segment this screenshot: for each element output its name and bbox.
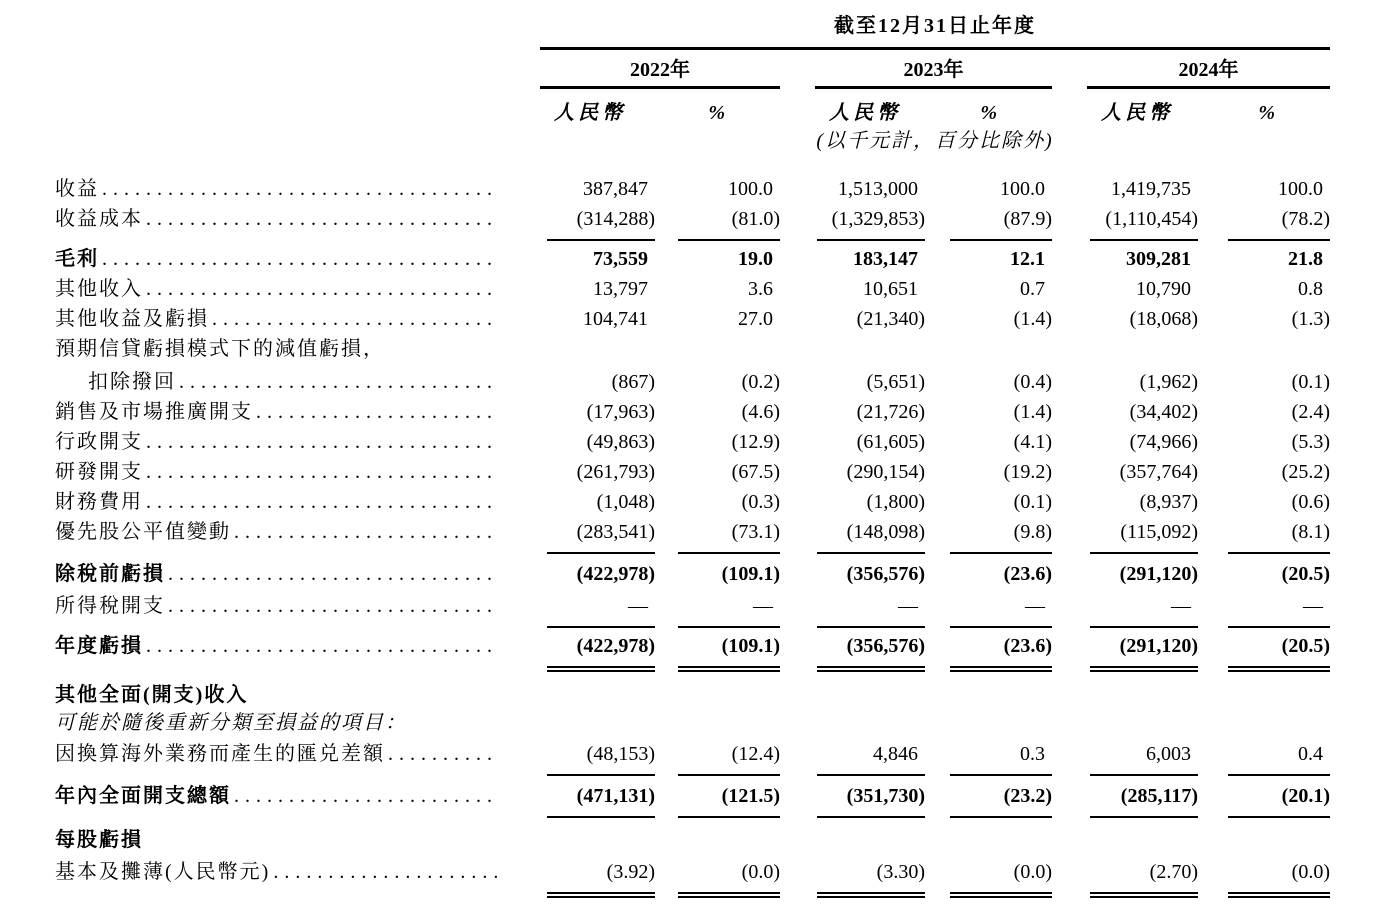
year-header-row bbox=[55, 59, 1330, 89]
value-cell: (19.2) bbox=[1003, 461, 1052, 483]
row-label: 優先股公平值變動 ..... bbox=[55, 517, 500, 554]
row-label: 每股虧損 bbox=[55, 829, 143, 851]
value-cell: 0.3 bbox=[925, 739, 1052, 776]
row-label: 財務費用 ..... bbox=[55, 487, 500, 517]
value-cell: (283,541) bbox=[540, 517, 655, 554]
dot-leader bbox=[273, 857, 497, 894]
value-cell: (0.1) bbox=[1013, 491, 1052, 513]
value-cell: (422,978) bbox=[540, 631, 655, 668]
table-row bbox=[55, 397, 1330, 427]
value-cell: (1,962) bbox=[1139, 371, 1198, 393]
table-row bbox=[55, 244, 1330, 274]
dot-leader bbox=[146, 204, 497, 241]
table-row bbox=[55, 427, 1330, 457]
table-row bbox=[55, 825, 1330, 855]
value-cell: 10,790 bbox=[1136, 278, 1191, 300]
value-cell: (867) bbox=[611, 371, 655, 393]
value-cell: (314,288) bbox=[540, 204, 655, 241]
value-cell: (21,726) bbox=[856, 401, 925, 423]
value-cell: (471,131) bbox=[540, 781, 655, 818]
value-cell: 3.6 bbox=[748, 278, 773, 300]
table-row bbox=[55, 367, 1330, 397]
value-cell: (0.3) bbox=[741, 491, 780, 513]
value-cell: (5,651) bbox=[866, 371, 925, 393]
table-row bbox=[55, 781, 1330, 818]
value-cell: (0.0) bbox=[655, 857, 780, 894]
unit-note-row bbox=[55, 128, 1330, 154]
value-cell: (0.6) bbox=[1291, 491, 1330, 513]
value-cell: — bbox=[1198, 591, 1330, 628]
value-cell: — bbox=[815, 591, 925, 628]
value-cell: (148,098) bbox=[815, 517, 925, 554]
dot-leader bbox=[102, 244, 497, 274]
value-cell: 19.0 bbox=[738, 248, 773, 270]
value-cell: 21.8 bbox=[1288, 248, 1323, 270]
dot-leader bbox=[146, 457, 497, 487]
row-label: 預期信貸虧損模式下的減值虧損， bbox=[55, 338, 385, 360]
value-cell: — bbox=[925, 591, 1052, 628]
table-row bbox=[55, 487, 1330, 517]
value-cell: (291,120) bbox=[1119, 563, 1198, 585]
value-cell: (8,937) bbox=[1139, 491, 1198, 513]
dot-leader bbox=[234, 517, 497, 554]
value-cell: (3.92) bbox=[540, 857, 655, 894]
dot-leader bbox=[179, 367, 497, 397]
value-cell: (20.5) bbox=[1198, 631, 1330, 668]
row-label: 研發開支 ..... bbox=[55, 457, 500, 487]
value-cell: 0.8 bbox=[1298, 278, 1323, 300]
value-cell: (23.6) bbox=[1003, 563, 1052, 585]
value-cell: (290,154) bbox=[846, 461, 925, 483]
value-cell: (9.8) bbox=[925, 517, 1052, 554]
value-cell: (356,576) bbox=[846, 563, 925, 585]
value-cell: 309,281 bbox=[1126, 248, 1191, 270]
value-cell: 104,741 bbox=[583, 308, 648, 330]
row-label: 年度虧損 ..... bbox=[55, 631, 500, 668]
row-label: 基本及攤薄(人民幣元) ..... bbox=[55, 857, 500, 894]
value-cell: 1,513,000 bbox=[838, 178, 918, 200]
table-title: 截至12月31日止年度 bbox=[540, 14, 1330, 50]
value-cell: (1.3) bbox=[1291, 308, 1330, 330]
table-row bbox=[55, 274, 1330, 304]
year-header: 2022年 bbox=[540, 59, 780, 89]
value-cell: 1,419,735 bbox=[1111, 178, 1191, 200]
value-cell: (1,110,454) bbox=[1087, 204, 1198, 241]
value-cell: (20.1) bbox=[1198, 781, 1330, 818]
value-cell: — bbox=[1087, 591, 1198, 628]
table-row bbox=[55, 304, 1330, 334]
value-cell: (261,793) bbox=[576, 461, 655, 483]
value-cell: (23.2) bbox=[925, 781, 1052, 818]
value-cell: (1,800) bbox=[866, 491, 925, 513]
table-header bbox=[55, 14, 1330, 50]
dot-leader bbox=[168, 591, 497, 628]
value-cell: 100.0 bbox=[1278, 178, 1323, 200]
table-row bbox=[55, 709, 1330, 737]
value-cell: (73.1) bbox=[655, 517, 780, 554]
value-cell: 10,651 bbox=[863, 278, 918, 300]
dot-leader bbox=[256, 397, 497, 427]
value-cell: (8.1) bbox=[1198, 517, 1330, 554]
row-label: 其他收益及虧損 ..... bbox=[55, 304, 500, 334]
value-cell: (121.5) bbox=[655, 781, 780, 818]
value-cell: (109.1) bbox=[655, 631, 780, 668]
row-label: 銷售及市場推廣開支 ..... bbox=[55, 397, 500, 427]
value-cell: 6,003 bbox=[1087, 739, 1198, 776]
value-cell: (18,068) bbox=[1129, 308, 1198, 330]
value-cell: (1,048) bbox=[596, 491, 655, 513]
row-label: 其他全面(開支)收入 bbox=[55, 684, 249, 706]
row-label: 所得稅開支 ..... bbox=[55, 591, 500, 628]
row-label: 收益 ..... bbox=[55, 174, 500, 204]
value-cell: (61,605) bbox=[856, 431, 925, 453]
value-cell: (356,576) bbox=[815, 631, 925, 668]
table-row bbox=[55, 591, 1330, 628]
row-label: 收益成本 ..... bbox=[55, 204, 500, 241]
value-cell: (20.5) bbox=[1281, 563, 1330, 585]
year-header: 2023年 bbox=[815, 59, 1052, 89]
table-row bbox=[55, 559, 1330, 589]
value-cell: 183,147 bbox=[853, 248, 918, 270]
dot-leader bbox=[388, 739, 497, 776]
row-label: 除稅前虧損 ..... bbox=[55, 559, 500, 589]
value-cell: (12.4) bbox=[655, 739, 780, 776]
value-cell: (285,117) bbox=[1087, 781, 1198, 818]
value-cell: (357,764) bbox=[1119, 461, 1198, 483]
dot-leader bbox=[102, 174, 497, 204]
value-cell: (2.70) bbox=[1087, 857, 1198, 894]
value-cell: (1.4) bbox=[1013, 401, 1052, 423]
value-cell: (1.4) bbox=[1013, 308, 1052, 330]
table-row bbox=[55, 517, 1330, 554]
table-row bbox=[55, 174, 1330, 204]
value-cell: (49,863) bbox=[586, 431, 655, 453]
currency-column-header: 人民幣 bbox=[829, 102, 901, 124]
column-header-row bbox=[55, 100, 1330, 126]
value-cell: (74,966) bbox=[1129, 431, 1198, 453]
value-cell: 4,846 bbox=[815, 739, 925, 776]
year-header: 2024年 bbox=[1087, 59, 1330, 89]
table-row bbox=[55, 681, 1330, 709]
currency-column-header: 人民幣 bbox=[1101, 102, 1173, 124]
row-label: 扣除撥回 ..... bbox=[55, 367, 500, 397]
value-cell: (109.1) bbox=[721, 563, 780, 585]
table-row bbox=[55, 204, 1330, 241]
value-cell: (5.3) bbox=[1291, 431, 1330, 453]
value-cell: (1,329,853) bbox=[815, 204, 925, 241]
row-label: 其他收入 ..... bbox=[55, 274, 500, 304]
value-cell: (351,730) bbox=[815, 781, 925, 818]
value-cell: (115,092) bbox=[1087, 517, 1198, 554]
value-cell: (48,153) bbox=[540, 739, 655, 776]
dot-leader bbox=[212, 304, 497, 334]
value-cell: 387,847 bbox=[583, 178, 648, 200]
table-row bbox=[55, 631, 1330, 668]
dot-leader bbox=[168, 559, 497, 589]
value-cell: (2.4) bbox=[1291, 401, 1330, 423]
value-cell: 0.7 bbox=[1020, 278, 1045, 300]
row-label: 年內全面開支總額 ..... bbox=[55, 781, 500, 818]
table-row bbox=[55, 857, 1330, 894]
value-cell: (23.6) bbox=[925, 631, 1052, 668]
dot-leader bbox=[146, 487, 497, 517]
table-body bbox=[55, 174, 1330, 894]
row-label: 行政開支 ..... bbox=[55, 427, 500, 457]
value-cell: — bbox=[655, 591, 780, 628]
value-cell: (0.4) bbox=[1013, 371, 1052, 393]
dot-leader bbox=[234, 781, 497, 818]
value-cell: (25.2) bbox=[1281, 461, 1330, 483]
table-row bbox=[55, 457, 1330, 487]
value-cell: (4.6) bbox=[741, 401, 780, 423]
value-cell: 27.0 bbox=[738, 308, 773, 330]
value-cell: (4.1) bbox=[1013, 431, 1052, 453]
dot-leader bbox=[146, 631, 497, 668]
currency-column-header: 人民幣 bbox=[554, 102, 626, 124]
percent-column-header: % bbox=[1258, 102, 1275, 124]
value-cell: 13,797 bbox=[593, 278, 648, 300]
value-cell: 100.0 bbox=[1000, 178, 1045, 200]
value-cell: (291,120) bbox=[1087, 631, 1198, 668]
value-cell: (67.5) bbox=[731, 461, 780, 483]
value-cell: (0.0) bbox=[1198, 857, 1330, 894]
row-label: 毛利 ..... bbox=[55, 244, 500, 274]
value-cell: (0.1) bbox=[1291, 371, 1330, 393]
value-cell: (87.9) bbox=[925, 204, 1052, 241]
value-cell: (422,978) bbox=[576, 563, 655, 585]
value-cell: (17,963) bbox=[586, 401, 655, 423]
value-cell: (21,340) bbox=[856, 308, 925, 330]
unit-note: (以千元計，百分比除外) bbox=[816, 130, 1054, 152]
dot-leader bbox=[146, 274, 497, 304]
row-label: 因換算海外業務而產生的匯兑差額 ..... bbox=[55, 739, 500, 776]
dot-leader bbox=[146, 427, 497, 457]
table-row bbox=[55, 334, 1330, 364]
value-cell: 0.4 bbox=[1198, 739, 1330, 776]
value-cell: (12.9) bbox=[731, 431, 780, 453]
value-cell: (3.30) bbox=[815, 857, 925, 894]
value-cell: (0.2) bbox=[741, 371, 780, 393]
row-label: 可能於隨後重新分類至損益的項目： bbox=[55, 712, 407, 734]
value-cell: — bbox=[540, 591, 655, 628]
value-cell: 12.1 bbox=[1010, 248, 1045, 270]
value-cell: (81.0) bbox=[655, 204, 780, 241]
table-row bbox=[55, 739, 1330, 776]
percent-column-header: % bbox=[708, 102, 725, 124]
value-cell: 100.0 bbox=[728, 178, 773, 200]
value-cell: (78.2) bbox=[1198, 204, 1330, 241]
value-cell: (34,402) bbox=[1129, 401, 1198, 423]
value-cell: (0.0) bbox=[925, 857, 1052, 894]
value-cell: 73,559 bbox=[593, 248, 648, 270]
percent-column-header: % bbox=[980, 102, 997, 124]
